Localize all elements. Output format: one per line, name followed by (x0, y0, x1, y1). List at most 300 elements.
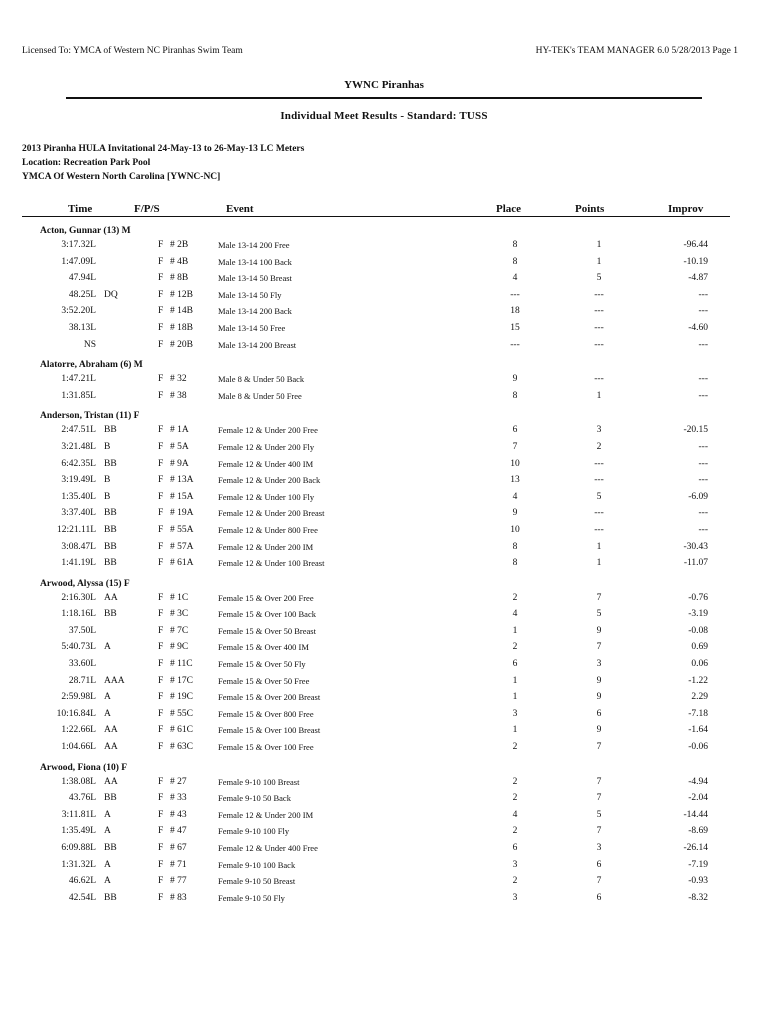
swimmer-name: Anderson, Tristan (11) F (40, 411, 140, 422)
result-points: 7 (596, 592, 602, 603)
result-event: Female 12 & Under 100 Breast (218, 558, 325, 569)
result-event: Female 9-10 50 Back (218, 793, 291, 804)
result-place: 10 (510, 458, 520, 469)
result-event: Female 15 & Over 200 Breast (218, 692, 321, 703)
result-points: --- (594, 524, 604, 535)
result-standard: AAA (104, 675, 125, 686)
result-points: 5 (596, 491, 602, 502)
result-standard: B (104, 475, 111, 486)
table-row (22, 473, 730, 490)
result-improvement: -11.07 (683, 558, 708, 569)
table-row (22, 304, 730, 321)
result-standard: A (104, 708, 111, 719)
result-fps: F (158, 240, 164, 250)
result-place: 4 (512, 809, 518, 820)
result-time: 1:04.66L (61, 742, 96, 753)
result-points: --- (594, 475, 604, 486)
table-row (22, 624, 730, 641)
result-points: --- (594, 339, 604, 350)
result-fps: F (158, 458, 164, 469)
result-fps: F (158, 322, 164, 333)
result-event-number: # 71 (170, 859, 187, 870)
result-fps: F (158, 859, 164, 870)
result-event: Female 9-10 100 Fly (218, 826, 290, 837)
result-event: Female 15 & Over 800 Free (218, 708, 314, 719)
result-standard: DQ (104, 289, 118, 300)
result-event: Female 9-10 100 Breast (218, 776, 300, 787)
result-fps: F (158, 508, 164, 519)
meet-info (22, 142, 304, 184)
result-event: Female 9-10 100 Back (218, 859, 296, 870)
result-event: Female 9-10 50 Fly (218, 892, 285, 903)
result-place: 1 (512, 725, 518, 736)
result-fps: F (158, 541, 164, 552)
result-time: 1:35.49L (61, 826, 96, 837)
table-row (22, 372, 730, 389)
swimmer-group (22, 577, 730, 757)
result-event-number: # 47 (170, 826, 187, 837)
result-points: 3 (596, 843, 602, 853)
result-event-number: # 83 (170, 892, 187, 903)
software-header: HY-TEK's TEAM MANAGER 6.0 5/28/2013 Page 1 (535, 46, 738, 56)
table-row (22, 591, 730, 608)
result-improvement: --- (698, 306, 708, 317)
result-standard: A (104, 809, 111, 820)
result-event: Male 13-14 200 Breast (218, 339, 297, 350)
result-improvement: -8.69 (688, 826, 708, 837)
result-fps: F (158, 793, 164, 804)
result-time: 37.50L (68, 625, 96, 636)
result-standard: BB (104, 793, 117, 804)
result-place: 8 (512, 541, 518, 552)
col-fps: F/P/S (134, 203, 160, 215)
result-time: 1:47.21L (61, 374, 96, 385)
result-event: Male 13-14 200 Free (218, 240, 290, 250)
result-place: 2 (512, 826, 518, 837)
result-improvement: -0.93 (688, 876, 708, 887)
result-event-number: # 9A (170, 458, 189, 469)
result-improvement: --- (698, 289, 708, 300)
table-row (22, 723, 730, 740)
result-place: 4 (512, 273, 518, 284)
result-event-number: # 3C (170, 609, 189, 620)
result-time: 1:47.09L (61, 256, 96, 267)
result-event-number: # 19C (170, 692, 193, 703)
result-standard: A (104, 826, 111, 837)
result-event: Female 12 & Under 200 Breast (218, 508, 325, 519)
result-fps: F (158, 425, 164, 436)
result-points: --- (594, 289, 604, 300)
result-place: 8 (512, 558, 518, 569)
result-event: Female 15 & Over 50 Fly (218, 659, 306, 670)
result-event-number: # 55A (170, 524, 194, 535)
result-improvement: -4.94 (688, 776, 708, 787)
table-row (22, 808, 730, 825)
swimmer-name: Arwood, Alyssa (15) F (40, 578, 130, 589)
result-place: 1 (512, 692, 518, 703)
table-row (22, 690, 730, 707)
result-fps: F (158, 592, 164, 603)
table-row (22, 389, 730, 406)
result-event: Female 15 & Over 200 Free (218, 592, 314, 603)
result-place: 8 (512, 240, 518, 250)
result-event-number: # 8B (170, 273, 189, 284)
result-standard: B (104, 491, 111, 502)
result-points: 1 (596, 390, 602, 401)
result-time: 6:42.35L (61, 458, 96, 469)
result-place: 6 (512, 425, 518, 436)
result-improvement: -3.19 (688, 609, 708, 620)
result-improvement: -30.43 (683, 541, 708, 552)
result-improvement: -7.19 (688, 859, 708, 870)
result-event: Female 12 & Under 200 Free (218, 425, 318, 436)
result-event-number: # 1C (170, 592, 189, 603)
result-points: 7 (596, 776, 602, 787)
result-time: 12:21.11L (57, 524, 96, 535)
result-time: 1:35.40L (61, 491, 96, 502)
result-time: 1:31.32L (61, 859, 96, 870)
result-time: 2:47.51L (61, 425, 96, 436)
swimmer-group (22, 224, 730, 354)
result-fps: F (158, 339, 164, 350)
result-time: 2:16.30L (61, 592, 96, 603)
result-place: 9 (512, 374, 518, 385)
result-place: 3 (512, 892, 518, 903)
result-event-number: # 33 (170, 793, 187, 804)
table-row (22, 238, 730, 255)
result-points: 7 (596, 642, 602, 653)
column-header-divider (22, 216, 730, 217)
result-time: 3:37.40L (61, 508, 96, 519)
result-event: Male 13-14 200 Back (218, 306, 292, 317)
result-standard: AA (104, 592, 118, 603)
result-event: Female 12 & Under 800 Free (218, 524, 318, 535)
result-time: 3:11.81L (61, 809, 96, 820)
result-points: 5 (596, 609, 602, 620)
result-event-number: # 5A (170, 441, 189, 452)
result-improvement: --- (698, 374, 708, 385)
result-standard: BB (104, 541, 117, 552)
swimmer-name: Arwood, Fiona (10) F (40, 762, 128, 773)
result-points: 7 (596, 876, 602, 887)
result-event-number: # 67 (170, 843, 187, 853)
result-event: Female 15 & Over 100 Back (218, 609, 316, 620)
table-row (22, 607, 730, 624)
table-row (22, 490, 730, 507)
table-row (22, 440, 730, 457)
swimmer-name: Acton, Gunnar (13) M (40, 226, 131, 236)
col-points: Points (575, 203, 605, 215)
result-points: 9 (596, 725, 602, 736)
result-standard: BB (104, 609, 117, 620)
result-place: 3 (512, 708, 518, 719)
result-fps: F (158, 374, 164, 385)
result-time: 5:40.73L (61, 642, 96, 653)
result-event: Female 12 & Under 200 IM (218, 541, 314, 552)
result-standard: BB (104, 425, 117, 436)
result-place: 6 (512, 843, 518, 853)
result-place: 13 (510, 475, 520, 486)
result-fps: F (158, 809, 164, 820)
result-fps: F (158, 692, 164, 703)
result-points: 9 (596, 675, 602, 686)
result-event-number: # 38 (170, 390, 187, 401)
team-title: YWNC Piranhas (344, 79, 424, 91)
result-time: 2:59.98L (61, 692, 96, 703)
result-improvement: 2.29 (691, 692, 708, 703)
result-fps: F (158, 642, 164, 653)
table-row (22, 707, 730, 724)
result-place: 4 (512, 491, 518, 502)
table-row (22, 657, 730, 674)
result-fps: F (158, 441, 164, 452)
table-row (22, 674, 730, 691)
result-fps: F (158, 625, 164, 636)
result-event-number: # 61A (170, 558, 194, 569)
result-fps: F (158, 776, 164, 787)
result-fps: F (158, 491, 164, 502)
result-event: Male 13-14 50 Free (218, 322, 286, 333)
column-header-row (22, 203, 730, 216)
result-points: 6 (596, 892, 602, 903)
result-time: NS (83, 339, 96, 350)
table-row (22, 423, 730, 440)
result-improvement: -4.87 (688, 273, 708, 284)
result-points: --- (594, 374, 604, 385)
result-improvement: --- (698, 524, 708, 535)
result-event-number: # 27 (170, 776, 187, 787)
result-place: 9 (512, 508, 518, 519)
result-place: 1 (512, 675, 518, 686)
result-event: Female 12 & Under 400 Free (218, 843, 318, 853)
result-time: 42.54L (68, 892, 96, 903)
result-fps: F (158, 289, 164, 300)
result-improvement: --- (698, 339, 708, 350)
result-fps: F (158, 609, 164, 620)
result-improvement: 0.06 (691, 659, 708, 670)
col-event: Event (226, 203, 254, 215)
result-time: 47.94L (68, 273, 96, 284)
result-improvement: -2.04 (688, 793, 708, 804)
result-time: 3:21.48L (61, 441, 96, 452)
result-place: 4 (512, 609, 518, 620)
result-event-number: # 43 (170, 809, 187, 820)
result-event: Male 13-14 100 Back (218, 256, 292, 267)
result-time: 48.25L (68, 289, 96, 300)
result-standard: BB (104, 558, 117, 569)
result-place: 3 (512, 859, 518, 870)
result-time: 43.76L (68, 793, 96, 804)
result-fps: F (158, 843, 164, 853)
meet-club: YMCA Of Western North Carolina [YWNC-NC] (22, 172, 221, 182)
result-points: 5 (596, 809, 602, 820)
result-event-number: # 11C (170, 659, 193, 670)
result-event: Male 13-14 50 Breast (218, 273, 292, 284)
result-fps: F (158, 826, 164, 837)
result-fps: F (158, 742, 164, 753)
result-event-number: # 13A (170, 475, 194, 486)
license-header: Licensed To: YMCA of Western NC Piranhas Swim Team (22, 46, 243, 56)
result-time: 1:41.19L (61, 558, 96, 569)
col-time: Time (68, 203, 93, 215)
result-fps: F (158, 273, 164, 284)
result-event: Female 12 & Under 400 IM (218, 458, 314, 469)
table-row (22, 271, 730, 288)
result-event: Male 8 & Under 50 Back (218, 374, 305, 385)
result-standard: BB (104, 458, 117, 469)
result-event: Male 13-14 50 Fly (218, 289, 282, 300)
result-fps: F (158, 725, 164, 736)
table-row (22, 457, 730, 474)
result-event-number: # 55C (170, 708, 193, 719)
table-row (22, 775, 730, 792)
result-event: Female 12 & Under 100 Fly (218, 491, 315, 502)
result-time: 3:52.20L (61, 306, 96, 317)
result-improvement: -4.60 (688, 322, 708, 333)
result-improvement: -6.09 (688, 491, 708, 502)
result-place: 2 (512, 793, 518, 804)
result-event-number: # 32 (170, 374, 187, 385)
result-time: 33.60L (68, 659, 96, 670)
result-fps: F (158, 524, 164, 535)
result-standard: A (104, 692, 111, 703)
table-row (22, 523, 730, 540)
result-place: 2 (512, 776, 518, 787)
result-improvement: -14.44 (683, 809, 708, 820)
result-points: --- (594, 508, 604, 519)
result-standard: BB (104, 892, 117, 903)
result-event-number: # 9C (170, 642, 189, 653)
result-fps: F (158, 708, 164, 719)
result-place: 2 (512, 592, 518, 603)
result-standard: A (104, 859, 111, 870)
result-standard: B (104, 441, 111, 452)
result-improvement: --- (698, 458, 708, 469)
result-event: Female 9-10 50 Breast (218, 876, 296, 887)
table-row (22, 824, 730, 841)
result-improvement: --- (698, 475, 708, 486)
result-place: --- (510, 289, 520, 300)
result-event: Female 15 & Over 50 Free (218, 675, 310, 686)
table-row (22, 874, 730, 891)
result-place: 6 (512, 659, 518, 670)
result-points: 7 (596, 793, 602, 804)
result-improvement: -1.64 (688, 725, 708, 736)
results-table (22, 224, 730, 911)
result-standard: AA (104, 776, 118, 787)
meet-location: Location: Recreation Park Pool (22, 158, 151, 168)
result-time: 1:18.16L (61, 609, 96, 620)
result-points: 1 (596, 256, 602, 267)
result-fps: F (158, 659, 164, 670)
result-event-number: # 18B (170, 322, 193, 333)
result-place: 1 (512, 625, 518, 636)
result-standard: A (104, 876, 111, 887)
result-points: 1 (596, 240, 602, 250)
report-title: Individual Meet Results - Standard: TUSS (280, 110, 488, 122)
result-fps: F (158, 306, 164, 317)
table-row (22, 891, 730, 908)
result-standard: AA (104, 725, 118, 736)
result-points: 1 (596, 558, 602, 569)
result-event-number: # 57A (170, 541, 194, 552)
result-points: 5 (596, 273, 602, 284)
result-points: 3 (596, 425, 602, 436)
result-standard: AA (104, 742, 118, 753)
table-row (22, 556, 730, 573)
result-event-number: # 17C (170, 675, 193, 686)
result-event: Female 12 & Under 200 Back (218, 475, 321, 486)
result-improvement: -96.44 (683, 240, 708, 250)
result-improvement: --- (698, 508, 708, 519)
result-improvement: -0.76 (688, 592, 708, 603)
result-points: 6 (596, 859, 602, 870)
result-improvement: -20.15 (683, 425, 708, 436)
result-event-number: # 63C (170, 742, 193, 753)
result-place: 7 (512, 441, 518, 452)
result-improvement: --- (698, 390, 708, 401)
table-row (22, 640, 730, 657)
result-time: 46.62L (68, 876, 96, 887)
result-event: Male 8 & Under 50 Free (218, 390, 302, 401)
result-points: 1 (596, 541, 602, 552)
result-event-number: # 1A (170, 425, 189, 436)
table-row (22, 540, 730, 557)
result-improvement: -8.32 (688, 892, 708, 903)
result-event-number: # 7C (170, 625, 189, 636)
result-improvement: 0.69 (691, 642, 708, 653)
table-row (22, 338, 730, 355)
result-fps: F (158, 876, 164, 887)
result-improvement: -0.06 (688, 742, 708, 753)
swimmer-name: Alatorre, Abraham (6) M (40, 360, 143, 371)
result-event-number: # 4B (170, 256, 189, 267)
table-row (22, 288, 730, 305)
result-improvement: -0.08 (688, 625, 708, 636)
result-standard: A (104, 642, 111, 653)
table-row (22, 791, 730, 808)
result-time: 10:16.84L (56, 708, 96, 719)
result-time: 6:09.88L (61, 843, 96, 853)
result-time: 28.71L (68, 675, 96, 686)
result-event: Female 15 & Over 100 Breast (218, 725, 321, 736)
table-row (22, 740, 730, 757)
result-event: Female 15 & Over 50 Breast (218, 625, 316, 636)
table-row (22, 255, 730, 272)
result-standard: BB (104, 843, 117, 853)
result-time: 3:17.32L (61, 240, 96, 250)
result-place: 10 (510, 524, 520, 535)
result-points: 9 (596, 692, 602, 703)
table-row (22, 506, 730, 523)
result-place: 15 (510, 322, 520, 333)
result-place: 8 (512, 390, 518, 401)
result-place: --- (510, 339, 520, 350)
result-event: Female 12 & Under 200 IM (218, 809, 314, 820)
result-standard: BB (104, 524, 117, 535)
result-event-number: # 77 (170, 876, 187, 887)
result-place: 18 (510, 306, 520, 317)
result-improvement: -7.18 (688, 708, 708, 719)
result-points: 9 (596, 625, 602, 636)
result-points: --- (594, 306, 604, 317)
result-event-number: # 2B (170, 240, 189, 250)
result-improvement: --- (698, 441, 708, 452)
result-time: 1:31.85L (61, 390, 96, 401)
result-event-number: # 20B (170, 339, 193, 350)
result-place: 2 (512, 876, 518, 887)
result-time: 3:08.47L (61, 541, 96, 552)
